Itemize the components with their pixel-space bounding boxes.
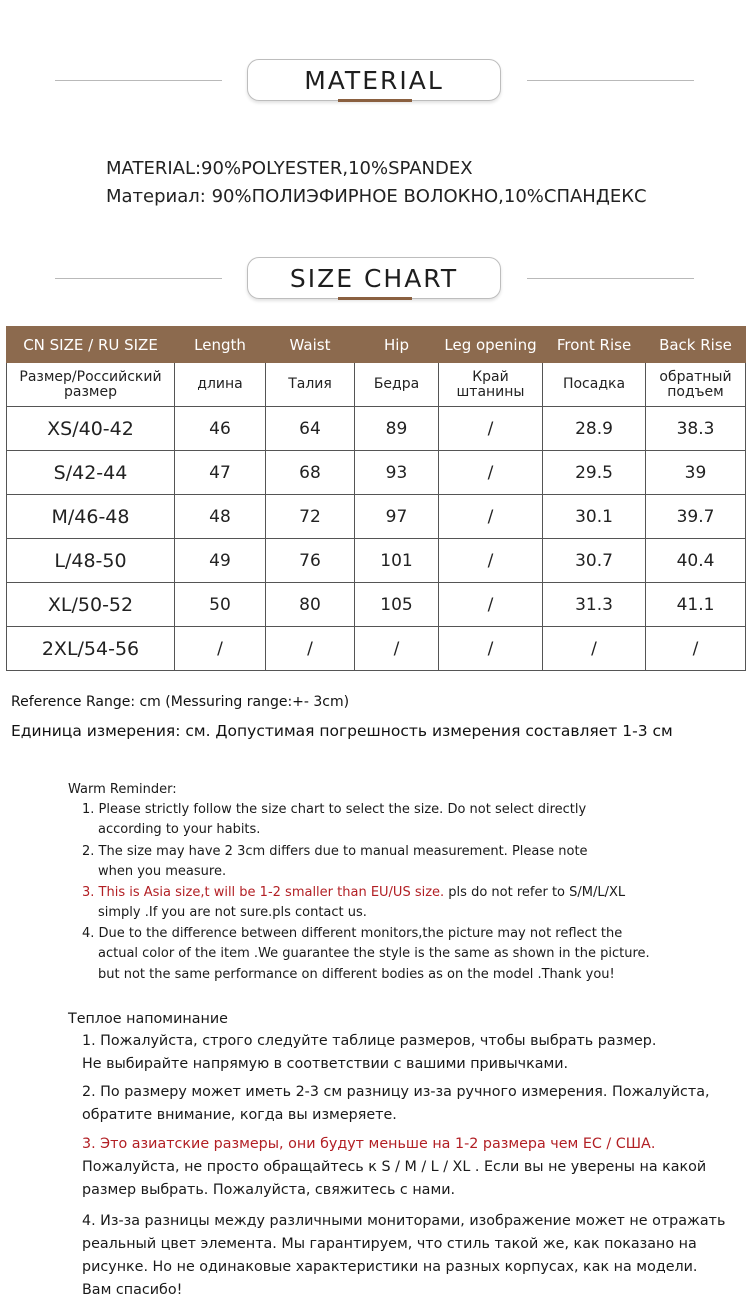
measurement-cell: 39.7 bbox=[646, 495, 746, 539]
header-cell-ru: Талия bbox=[266, 363, 355, 407]
header-cell-ru: длина bbox=[175, 363, 266, 407]
measurement-cell: 38.3 bbox=[646, 407, 746, 451]
reminder-line: рисунке. Но не одинаковые характеристики на разных корпусах, как на модели. bbox=[82, 1259, 698, 1275]
measurement-cell: / bbox=[543, 627, 646, 671]
reminder-line: 4. Due to the difference between different monitors,the picture may not reflect the bbox=[82, 926, 623, 941]
reminder-title: Теплое напоминание bbox=[68, 1011, 228, 1027]
reminder-line: according to your habits. bbox=[98, 822, 261, 837]
divider-line bbox=[527, 278, 694, 279]
accent-underline bbox=[338, 99, 412, 102]
size-cell: L/48-50 bbox=[7, 539, 175, 583]
measurement-cell: 48 bbox=[175, 495, 266, 539]
measurement-cell: / bbox=[439, 495, 543, 539]
size-chart-table bbox=[6, 326, 746, 671]
reminder-line: but not the same performance on different bodies as on the model .Thank you! bbox=[98, 967, 615, 982]
header-cell-ru: Посадка bbox=[543, 363, 646, 407]
measurement-cell: 80 bbox=[266, 583, 355, 627]
table-row bbox=[7, 583, 746, 627]
measurement-cell: 49 bbox=[175, 539, 266, 583]
measurement-cell: 72 bbox=[266, 495, 355, 539]
measurement-cell: 105 bbox=[355, 583, 439, 627]
measurement-cell: 47 bbox=[175, 451, 266, 495]
header-cell: Length bbox=[175, 327, 266, 363]
table-header-row-ru bbox=[7, 363, 746, 407]
table-row bbox=[7, 451, 746, 495]
header-cell-ru: обратный подъем bbox=[646, 363, 746, 407]
reminder-line: actual color of the item .We guarantee the style is the same as shown in the picture. bbox=[98, 946, 650, 961]
measurement-cell: 40.4 bbox=[646, 539, 746, 583]
header-cell: Back Rise bbox=[646, 327, 746, 363]
material-ru: Материал: 90%ПОЛИЭФИРНОЕ ВОЛОКНО,10%СПАНДЕКС bbox=[106, 186, 647, 207]
measurement-cell: / bbox=[266, 627, 355, 671]
measurement-cell: 39 bbox=[646, 451, 746, 495]
warning-text: 3. This is Asia size,t will be 1-2 smaller than EU/US size. bbox=[82, 885, 445, 900]
reminder-title: Warm Reminder: bbox=[68, 782, 177, 797]
measurement-cell: 41.1 bbox=[646, 583, 746, 627]
header-cell-ru: Размер/Российский размер bbox=[7, 363, 175, 407]
measurement-cell: 46 bbox=[175, 407, 266, 451]
measurement-cell: / bbox=[439, 539, 543, 583]
reminder-line bbox=[82, 885, 625, 900]
measurement-cell: / bbox=[439, 627, 543, 671]
size-chart-title: SIZE CHART bbox=[289, 264, 459, 293]
material-title-box bbox=[247, 59, 501, 101]
material-en: MATERIAL:90%POLYESTER,10%SPANDEX bbox=[106, 158, 473, 179]
measurement-cell: / bbox=[175, 627, 266, 671]
measurement-cell: / bbox=[355, 627, 439, 671]
divider-line bbox=[527, 80, 694, 81]
measurement-cell: 29.5 bbox=[543, 451, 646, 495]
measurement-cell: 50 bbox=[175, 583, 266, 627]
header-cell-ru: Бедра bbox=[355, 363, 439, 407]
measurement-cell: 30.1 bbox=[543, 495, 646, 539]
divider-line bbox=[55, 80, 222, 81]
reminder-line: simply .If you are not sure.pls contact us. bbox=[98, 905, 367, 920]
header-cell-ru: Край штанины bbox=[439, 363, 543, 407]
reminder-line: Пожалуйста, не просто обращайтесь к S / M / L / XL . Если вы не уверены на какой bbox=[82, 1159, 707, 1175]
table-row bbox=[7, 407, 746, 451]
size-cell: S/42-44 bbox=[7, 451, 175, 495]
header-cell: Waist bbox=[266, 327, 355, 363]
measurement-cell: / bbox=[646, 627, 746, 671]
size-chart-section-header bbox=[0, 257, 750, 305]
measurement-cell: / bbox=[439, 451, 543, 495]
measurement-cell: 89 bbox=[355, 407, 439, 451]
measurement-cell: 30.7 bbox=[543, 539, 646, 583]
size-cell: M/46-48 bbox=[7, 495, 175, 539]
reference-range-ru: Единица измерения: см. Допустимая погрешность измерения составляет 1-3 см bbox=[11, 722, 673, 740]
warning-text: 3. Это азиатские размеры, они будут меньше на 1-2 размера чем ЕС / США. bbox=[82, 1136, 656, 1152]
measurement-cell: 101 bbox=[355, 539, 439, 583]
measurement-cell: 64 bbox=[266, 407, 355, 451]
reminder-line: when you measure. bbox=[98, 864, 227, 879]
header-cell: Front Rise bbox=[543, 327, 646, 363]
material-section-header bbox=[0, 59, 750, 107]
table-row bbox=[7, 539, 746, 583]
reminder-line: размер выбрать. Пожалуйста, свяжитесь с нами. bbox=[82, 1182, 456, 1198]
measurement-cell: / bbox=[439, 583, 543, 627]
material-title: MATERIAL bbox=[304, 66, 444, 95]
measurement-cell: 76 bbox=[266, 539, 355, 583]
reminder-line: реальный цвет элемента. Мы гарантируем, что стиль такой же, как показано на bbox=[82, 1236, 697, 1252]
size-cell: XS/40-42 bbox=[7, 407, 175, 451]
reminder-line: Не выбирайте напрямую в соответствии с вашими привычками. bbox=[82, 1056, 569, 1072]
divider-line bbox=[55, 278, 222, 279]
reminder-line: 4. Из-за разницы между различными мониторами, изображение может не отражать bbox=[82, 1213, 726, 1229]
reminder-line: 2. The size may have 2 3cm differs due to manual measurement. Please note bbox=[82, 844, 588, 859]
reminder-line: 2. По размеру может иметь 2-3 см разницу из-за ручного измерения. Пожалуйста, bbox=[82, 1084, 710, 1100]
reminder-line: обратите внимание, когда вы измеряете. bbox=[82, 1107, 397, 1123]
table-body bbox=[7, 407, 746, 671]
table-header-row-en bbox=[7, 327, 746, 363]
header-cell: Hip bbox=[355, 327, 439, 363]
measurement-cell: 93 bbox=[355, 451, 439, 495]
measurement-cell: 28.9 bbox=[543, 407, 646, 451]
accent-underline bbox=[338, 297, 412, 300]
measurement-cell: 97 bbox=[355, 495, 439, 539]
measurement-cell: 68 bbox=[266, 451, 355, 495]
header-cell: Leg opening bbox=[439, 327, 543, 363]
measurement-cell: 31.3 bbox=[543, 583, 646, 627]
table-row bbox=[7, 495, 746, 539]
reminder-line: Вам спасибо! bbox=[82, 1282, 183, 1298]
measurement-cell: / bbox=[439, 407, 543, 451]
reminder-line: 1. Please strictly follow the size chart to select the size. Do not select directly bbox=[82, 802, 587, 817]
size-chart-title-box bbox=[247, 257, 501, 299]
header-cell: CN SIZE / RU SIZE bbox=[7, 327, 175, 363]
table-row bbox=[7, 627, 746, 671]
size-cell: XL/50-52 bbox=[7, 583, 175, 627]
reference-range-en: Reference Range: cm (Messuring range:+- 3cm) bbox=[11, 694, 350, 710]
reminder-text: pls do not refer to S/M/L/XL bbox=[444, 885, 626, 900]
size-cell: 2XL/54-56 bbox=[7, 627, 175, 671]
reminder-line: 1. Пожалуйста, строго следуйте таблице размеров, чтобы выбрать размер. bbox=[82, 1033, 657, 1049]
